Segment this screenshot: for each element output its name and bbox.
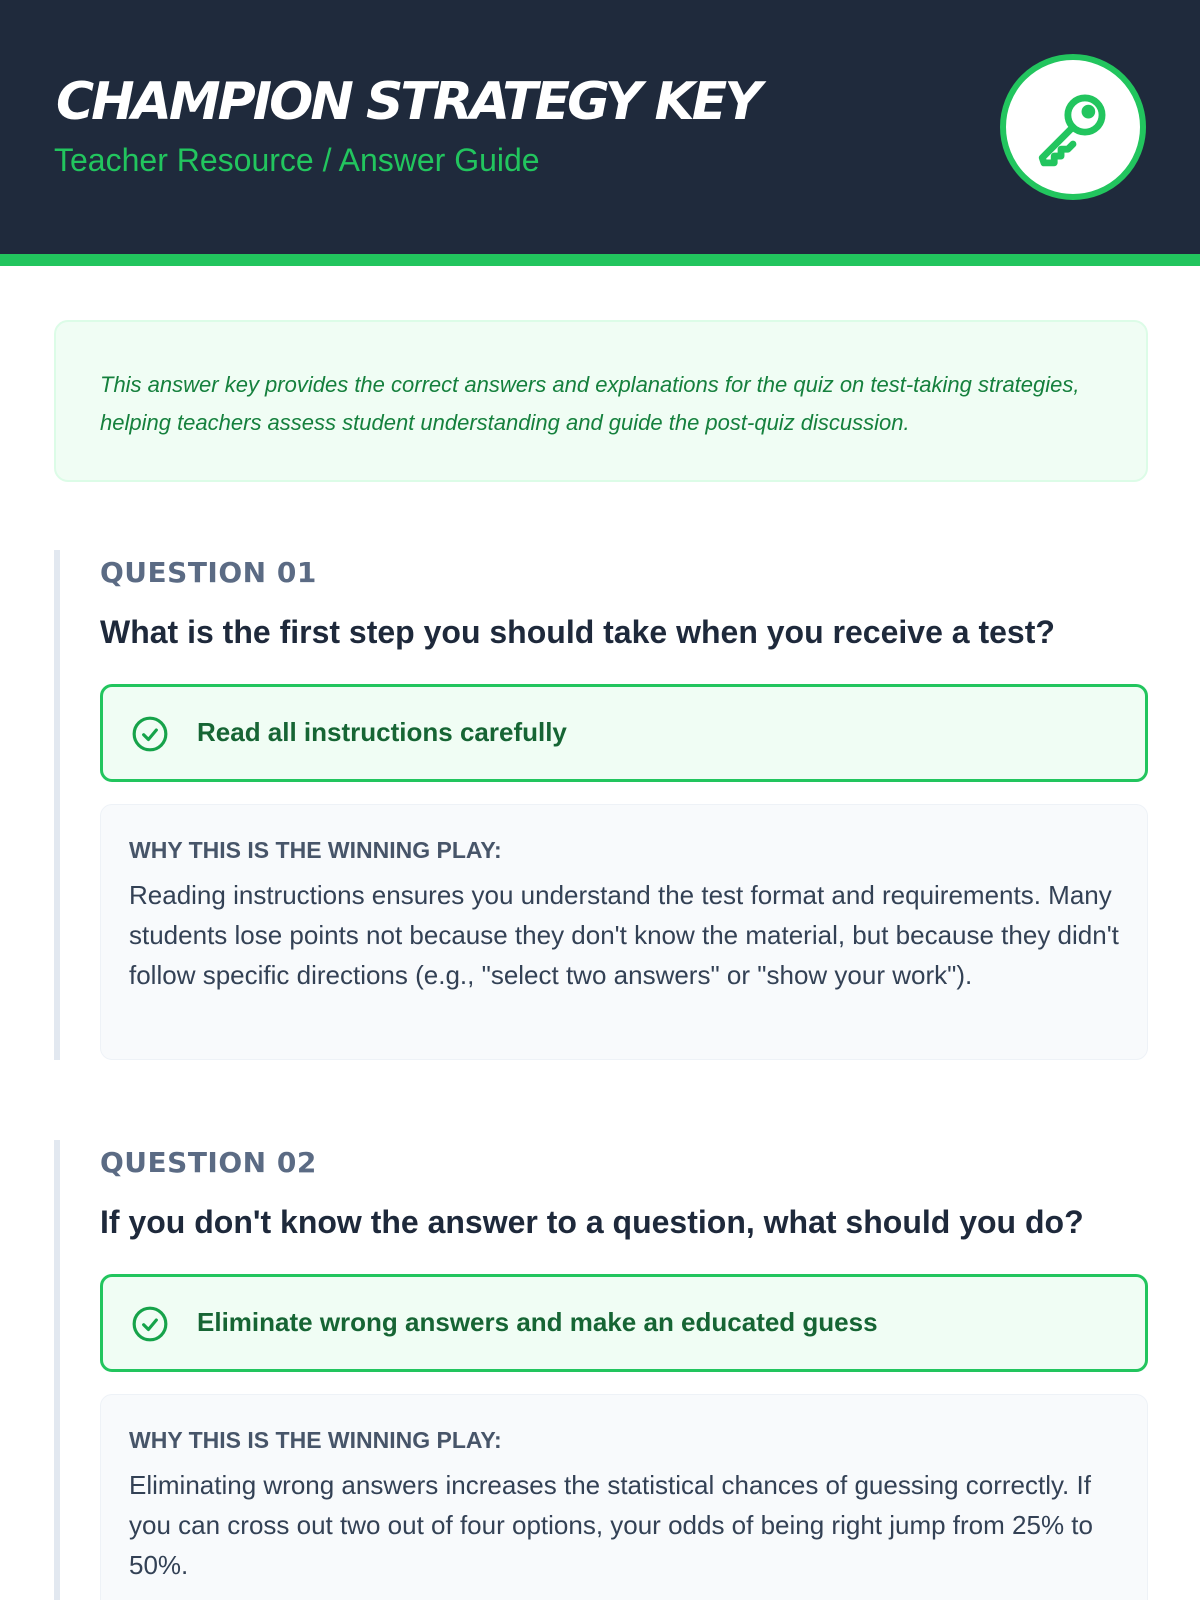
- question-text: If you don't know the answer to a question, what should you do?: [100, 1204, 1084, 1240]
- explanation-heading: WHY THIS IS THE WINNING PLAY:: [129, 837, 502, 863]
- question-label: QUESTION 02: [100, 1146, 317, 1179]
- check-circle-icon: [131, 1305, 169, 1343]
- page-subtitle: Teacher Resource / Answer Guide: [54, 142, 540, 178]
- intro-callout: [54, 320, 1148, 482]
- header-accent-stripe: [0, 254, 1200, 266]
- page-title: CHAMPION STRATEGY KEY: [56, 72, 759, 132]
- check-circle-icon: [131, 715, 169, 753]
- question-block: [54, 550, 1148, 1060]
- explanation-heading: WHY THIS IS THE WINNING PLAY:: [129, 1427, 502, 1453]
- page-header: [0, 0, 1200, 254]
- explanation-text: Reading instructions ensures you understand the test format and requirements. Many students lose points not because they don't know the material, but because they didn't follow specific directions (e.g., "select two answers" or "show your work").: [129, 880, 1119, 990]
- explanation-text: Eliminating wrong answers increases the statistical chances of guessing correctly. If you can cross out two out of four options, your odds of being right jump from 25% to 50%.: [129, 1470, 1093, 1580]
- question-label: QUESTION 01: [100, 556, 317, 589]
- explanation-box: [100, 1394, 1148, 1600]
- explanation-box: [100, 804, 1148, 1060]
- correct-answer: [100, 684, 1148, 782]
- correct-answer: [100, 1274, 1148, 1372]
- key-icon: [1032, 86, 1114, 168]
- question-text: What is the first step you should take when you receive a test?: [100, 614, 1055, 650]
- intro-text: This answer key provides the correct answers and explanations for the quiz on test-taking strategies, helping teachers assess student understanding and guide the post-quiz discussion.: [100, 372, 1080, 435]
- key-badge: [1000, 54, 1146, 200]
- answer-text: Eliminate wrong answers and make an educated guess: [197, 1307, 878, 1337]
- answer-text: Read all instructions carefully: [197, 717, 567, 747]
- question-block: [54, 1140, 1148, 1600]
